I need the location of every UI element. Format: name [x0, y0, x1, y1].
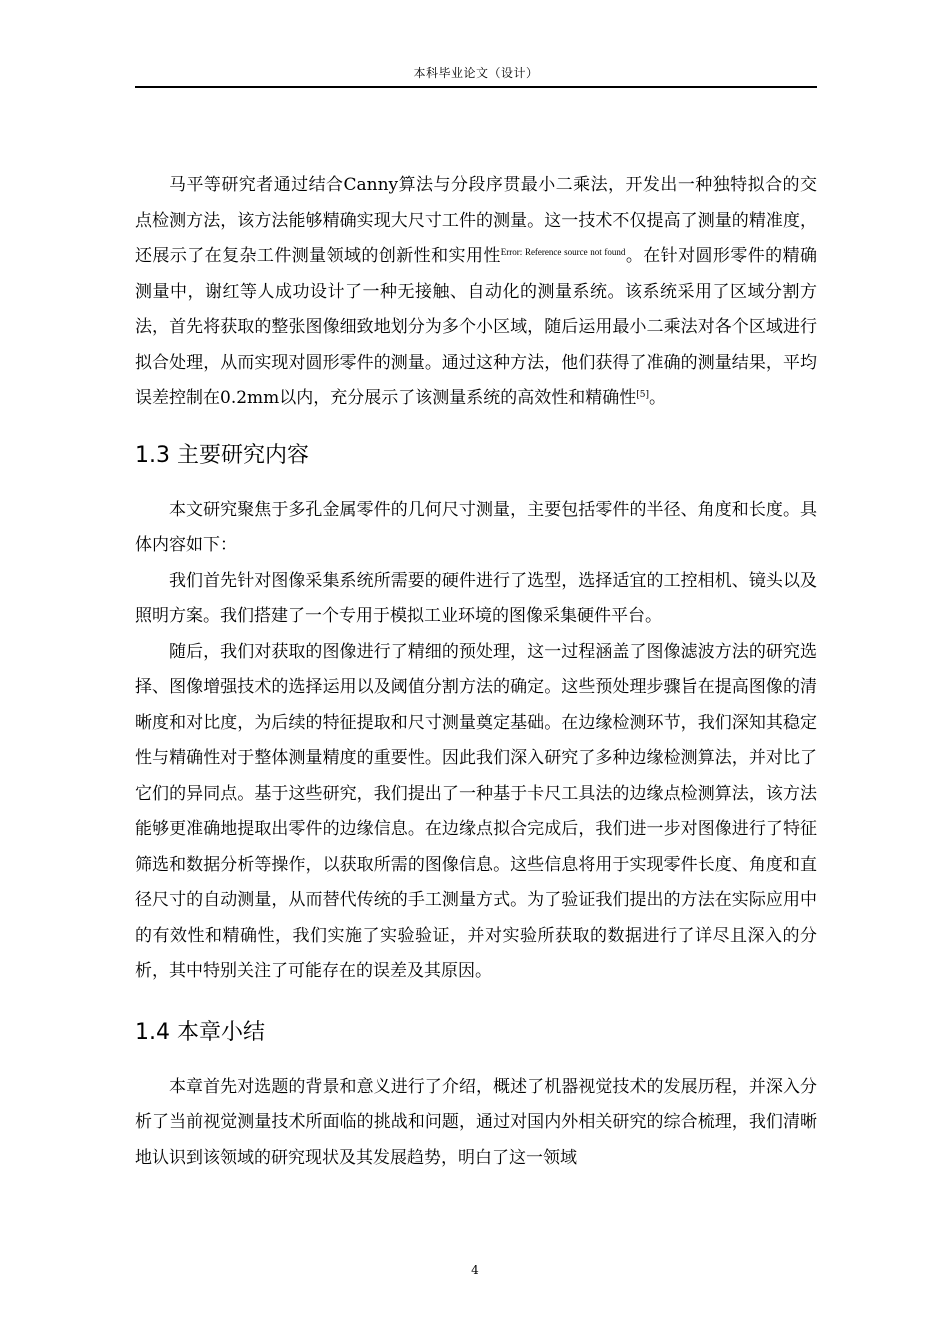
header-rule — [135, 86, 817, 88]
running-header: 本科毕业论文（设计） — [413, 66, 539, 80]
section-heading-1-3: 1.3 主要研究内容 — [135, 442, 309, 468]
page-body — [135, 168, 817, 1176]
paragraph-text: 马平等研究者通过结合Canny算法与分段序贯最小二乘法，开发出一种独特拟合的交点检测方法，该方法能够精确实现大尺寸工件的测量。这一技术不仅提高了测量的精准度，还展示了在复杂工件测量领域的创新性和实用性 — [135, 175, 817, 266]
paragraph-text: 。 — [649, 388, 667, 408]
body-paragraph: 本章首先对选题的背景和意义进行了介绍，概述了机器视觉技术的发展历程，并深入分析了当前视觉测量技术所面临的挑战和问题，通过对国内外相关研究的综合梳理，我们清晰地认识到该领域的研究现状及其发展趋势，明白了这一领域 — [135, 1076, 817, 1168]
body-paragraph: 我们首先针对图像采集系统所需要的硬件进行了选型，选择适宜的工控相机、镜头以及照明方案。我们搭建了一个专用于模拟工业环境的图像采集硬件平台。 — [135, 570, 817, 626]
body-paragraph: 本文研究聚焦于多孔金属零件的几何尺寸测量，主要包括零件的半径、角度和长度。具体内容如下： — [135, 499, 817, 555]
page-number: 4 — [471, 1263, 479, 1277]
citation-error-field: Error: Reference source not found — [500, 247, 626, 257]
body-paragraph: 随后，我们对获取的图像进行了精细的预处理，这一过程涵盖了图像滤波方法的研究选择、图像增强技术的选择运用以及阈值分割方法的确定。这些预处理步骤旨在提高图像的清晰度和对比度，为后续的特征提取和尺寸测量奠定基础。在边缘检测环节，我们深知其稳定性与精确性对于整体测量精度的重要性。因此我们深入研究了多种边缘检测算法，并对比了它们的异同点。基于这些研究，我们提出了一种基于卡尺工具法的边缘点检测算法，该方法能够更准确地提取出零件的边缘信息。在边缘点拟合完成后，我们进一步对图像进行了特征筛选和数据分析等操作，以获取所需的图像信息。这些信息将用于实现零件长度、角度和直径尺寸的自动测量，从而替代传统的手工测量方式。为了验证我们提出的方法在实际应用中的有效性和精确性，我们实施了实验验证，并对实验所获取的数据进行了详尽且深入的分析，其中特别关注了可能存在的误差及其原因。 — [135, 641, 817, 981]
paragraph-text: 。在针对圆形零件的精确测量中，谢红等人成功设计了一种无接触、自动化的测量系统。该系统采用了区域分割方法，首先将获取的整张图像细致地划分为多个小区域，随后运用最小二乘法对各个区域进行拟合处理，从而实现对圆形零件的测量。通过这种方法，他们获得了准确的测量结果，平均误差控制在0.2mm以内，充分展示了该测量系统的高效性和精确性 — [135, 246, 818, 408]
section-heading-1-4: 1.4 本章小结 — [135, 1019, 265, 1045]
body-paragraph — [135, 168, 817, 417]
citation-mark: [5] — [636, 390, 650, 400]
